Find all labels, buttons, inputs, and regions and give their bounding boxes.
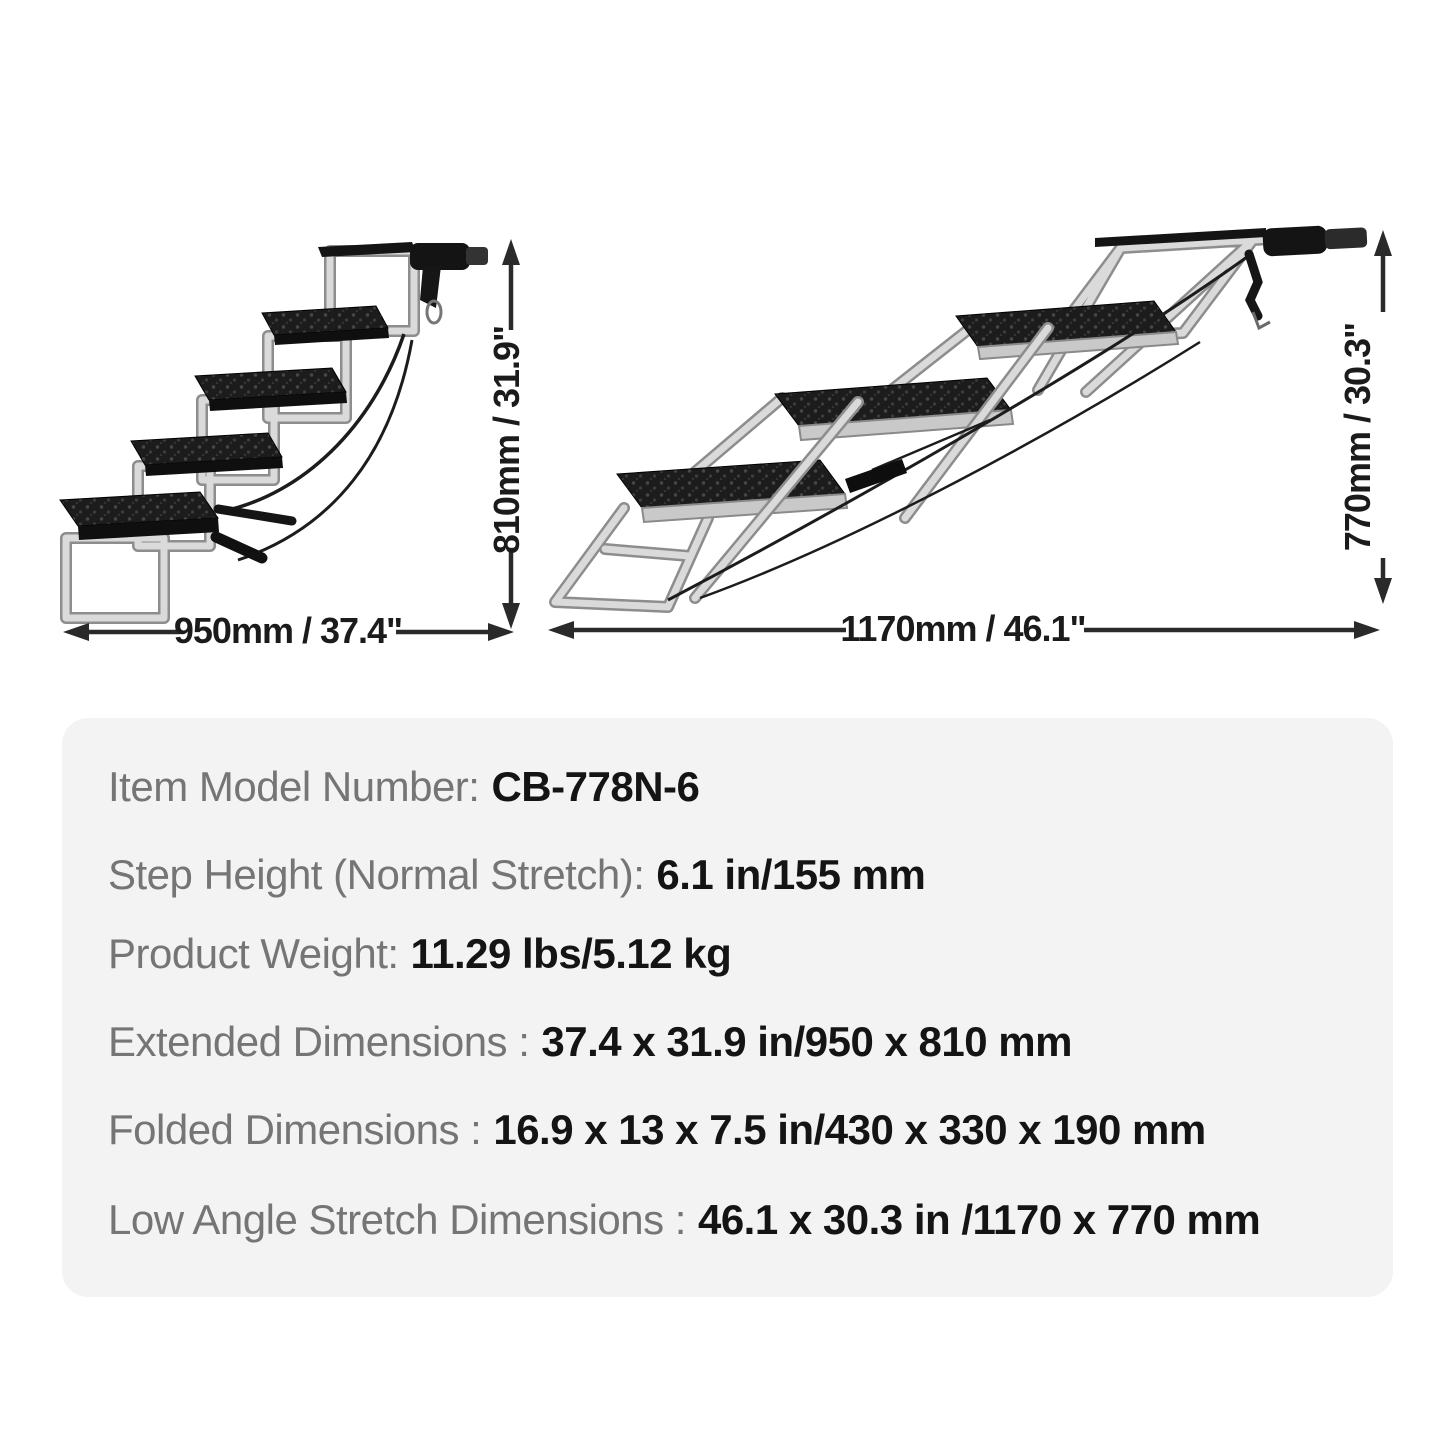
low-angle-stairs-illustration bbox=[548, 223, 1392, 639]
extended-width-dimension-label: 950mm / 37.4" bbox=[173, 610, 403, 651]
spec-row-step-height bbox=[108, 850, 925, 900]
spec-label: Extended Dimensions : bbox=[108, 1018, 530, 1065]
spec-row-folded-dimensions bbox=[108, 1105, 1206, 1155]
spec-row-low-angle-dimensions bbox=[108, 1195, 1260, 1245]
low-angle-width-dimension-label: 1170mm / 46.1" bbox=[840, 608, 1086, 649]
spec-value: 16.9 x 13 x 7.5 in/430 x 330 x 190 mm bbox=[493, 1106, 1206, 1153]
spec-value: CB-778N-6 bbox=[491, 763, 700, 810]
low-angle-height-dimension-label: 770mm / 30.3" bbox=[1337, 322, 1378, 552]
spec-value: 46.1 x 30.3 in /1170 x 770 mm bbox=[697, 1196, 1261, 1243]
spec-label: Folded Dimensions : bbox=[108, 1106, 482, 1153]
extended-stairs-illustration bbox=[60, 239, 520, 641]
spec-label: Low Angle Stretch Dimensions : bbox=[108, 1196, 686, 1243]
spec-label: Step Height (Normal Stretch): bbox=[108, 851, 645, 898]
spec-value: 6.1 in/155 mm bbox=[656, 851, 926, 898]
spec-row-model-number bbox=[108, 762, 699, 812]
spec-value: 37.4 x 31.9 in/950 x 810 mm bbox=[541, 1018, 1072, 1065]
spec-value: 11.29 lbs/5.12 kg bbox=[410, 930, 732, 977]
specifications-panel bbox=[62, 718, 1393, 1297]
extended-stairs-handle bbox=[410, 243, 488, 323]
low-angle-stairs-handle bbox=[1249, 223, 1368, 328]
spec-row-product-weight bbox=[108, 929, 731, 979]
extended-stairs-treads bbox=[60, 242, 416, 540]
spec-label: Product Weight: bbox=[108, 930, 399, 977]
extended-height-dimension-label: 810mm / 31.9" bbox=[486, 325, 527, 555]
low-angle-stairs-strap bbox=[1249, 254, 1258, 316]
spec-row-extended-dimensions bbox=[108, 1017, 1072, 1067]
spec-label: Item Model Number: bbox=[108, 763, 480, 810]
extended-stairs-pull-tab bbox=[216, 537, 262, 558]
